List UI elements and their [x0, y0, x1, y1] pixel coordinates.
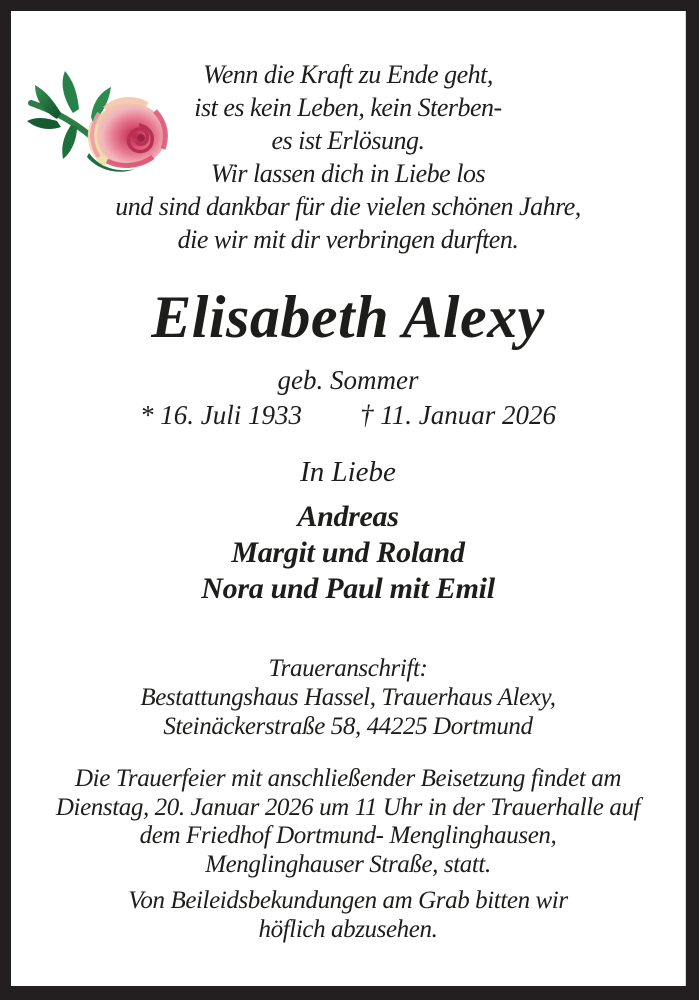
address-line: Steinäckerstraße 58, 44225 Dortmund — [163, 713, 533, 740]
poem-line: und sind dankbar für die vielen schönen Jahre, — [115, 192, 581, 221]
condolence-line: höflich abzusehen. — [258, 915, 438, 943]
funeral-details — [11, 765, 685, 879]
obituary-card — [11, 11, 686, 986]
condolence-line: Von Beileidsbekundungen am Grab bitten wir — [128, 887, 568, 914]
poem-line: die wir mit dir verbringen durften. — [177, 225, 519, 254]
poem-line: es ist Erlösung. — [271, 126, 425, 155]
birth-date: * 16. Juli 1933 — [140, 400, 302, 430]
funeral-line: Die Trauerfeier mit anschließender Beisetzung findet am — [75, 765, 621, 792]
tribute-intro: In Liebe — [300, 456, 396, 488]
mourner-name: Andreas — [297, 500, 399, 533]
funeral-line: Menglinghauser Straße, statt. — [205, 850, 491, 878]
condolence-note — [11, 887, 685, 944]
poem-line: Wenn die Kraft zu Ende geht, — [203, 60, 493, 89]
address-label: Traueranschrift: — [268, 655, 428, 682]
funeral-line: dem Friedhof Dortmund- Menglinghausen, — [139, 822, 557, 849]
maiden-name: geb. Sommer — [277, 365, 419, 395]
deceased-name: Elisabeth Alexy — [151, 284, 545, 350]
memorial-poem — [11, 11, 685, 256]
funeral-line: Dienstag, 20. Januar 2026 um 11 Uhr in der Trauerhalle auf — [55, 793, 641, 821]
mourners-list — [11, 499, 685, 607]
poem-line: ist es kein Leben, kein Sterben- — [194, 93, 502, 122]
mourner-name: Nora und Paul mit Emil — [201, 572, 495, 605]
mourner-name: Margit und Roland — [231, 536, 465, 569]
address-line: Bestattungshaus Hassel, Trauerhaus Alexy, — [140, 684, 556, 711]
life-dates — [11, 398, 685, 432]
death-date: † 11. Januar 2026 — [360, 400, 556, 430]
mourning-address — [11, 654, 685, 741]
poem-line: Wir lassen dich in Liebe los — [210, 159, 486, 188]
